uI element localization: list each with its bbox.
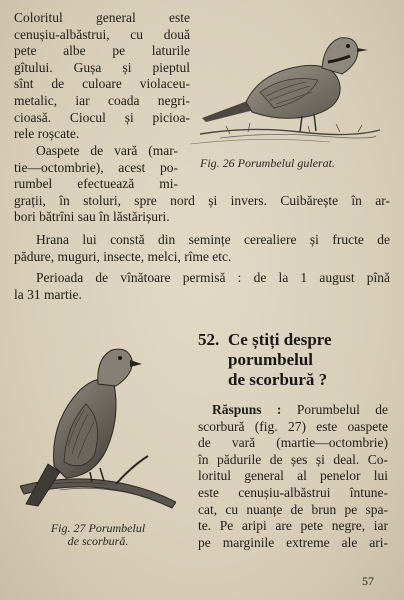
text-line: rumbel efectuează mi- xyxy=(14,176,178,192)
paragraph-food xyxy=(14,232,390,265)
heading-line xyxy=(198,330,394,350)
paragraph-migration xyxy=(14,143,390,226)
text-line: cat, cu nuanțe de brun pe spa- xyxy=(198,501,388,517)
text-line: metalic, iar coada negri- xyxy=(14,92,190,108)
text-line: de vară (martie—octombrie) xyxy=(198,435,388,451)
text-line: pete albe pe laturile xyxy=(14,43,190,59)
text-line: grații, în stoluri, spre nord și invers. Cuibărește în ar- xyxy=(14,192,390,208)
text-line xyxy=(198,402,388,419)
text-line: scorbură (fig. 27) este oaspete xyxy=(198,418,388,434)
page-number: 57 xyxy=(362,574,374,588)
text-line: Oaspete de vară (mar- xyxy=(36,143,178,158)
text-line: sînt de culoare violaceu- xyxy=(14,76,190,92)
collared-dove-illustration xyxy=(190,22,386,152)
text-line: este cenușiu-albăstrui întune- xyxy=(198,484,388,500)
answer-first-text: Porumbelul de xyxy=(296,402,388,417)
heading-line: porumbelul xyxy=(228,350,314,369)
text-line: rele roșcate. xyxy=(14,126,80,142)
paragraph-coloring xyxy=(14,10,190,143)
text-line: te. Pe aripi are pete negre, iar xyxy=(198,518,388,534)
question-heading xyxy=(198,330,394,390)
text-line: pădure, muguri, insecte, melci, rîme etc. xyxy=(14,248,232,264)
stock-dove-illustration xyxy=(20,326,176,524)
heading-line: de scorbură ? xyxy=(228,370,328,389)
text-line: Coloritul general este xyxy=(14,10,190,25)
text-line: loritul general al penelor lui xyxy=(198,468,388,484)
paragraph-hunting-season xyxy=(14,270,390,303)
figure-26-caption: Fig. 26 Porumbelul gulerat. xyxy=(200,156,335,170)
answer-label: Răspuns : xyxy=(212,402,282,417)
figure-27-caption xyxy=(30,522,166,548)
text-line: Perioada de vînătoare permisă : de la 1 august pînă xyxy=(36,270,390,285)
text-line: cioasă. Ciocul și picioa- xyxy=(14,109,190,125)
text-line: gîtului. Gușa și pieptul xyxy=(14,59,190,75)
text-line: în pădurile de șes și deal. Co- xyxy=(198,451,388,467)
caption-line: de scorbură. xyxy=(67,534,129,548)
text-line: bori bătrîni sau în lăstărișuri. xyxy=(14,209,170,225)
heading-text: Ce știți despre xyxy=(228,330,332,349)
text-line: la 31 martie. xyxy=(14,286,82,302)
text-line: cenușiu-albăstrui, cu două xyxy=(14,26,190,42)
text-line: Hrana lui constă din semințe cerealiere și fructe de xyxy=(36,232,390,247)
caption-line: Fig. 27 Porumbelul xyxy=(50,521,146,535)
figure-stock-dove xyxy=(20,326,176,524)
text-line: pe marginile extreme ale ari- xyxy=(198,534,388,550)
question-number: 52. xyxy=(198,330,220,349)
answer-paragraph xyxy=(198,402,388,551)
figure-collared-dove xyxy=(190,22,386,152)
text-line: tie—octombrie), acest po- xyxy=(14,159,178,175)
